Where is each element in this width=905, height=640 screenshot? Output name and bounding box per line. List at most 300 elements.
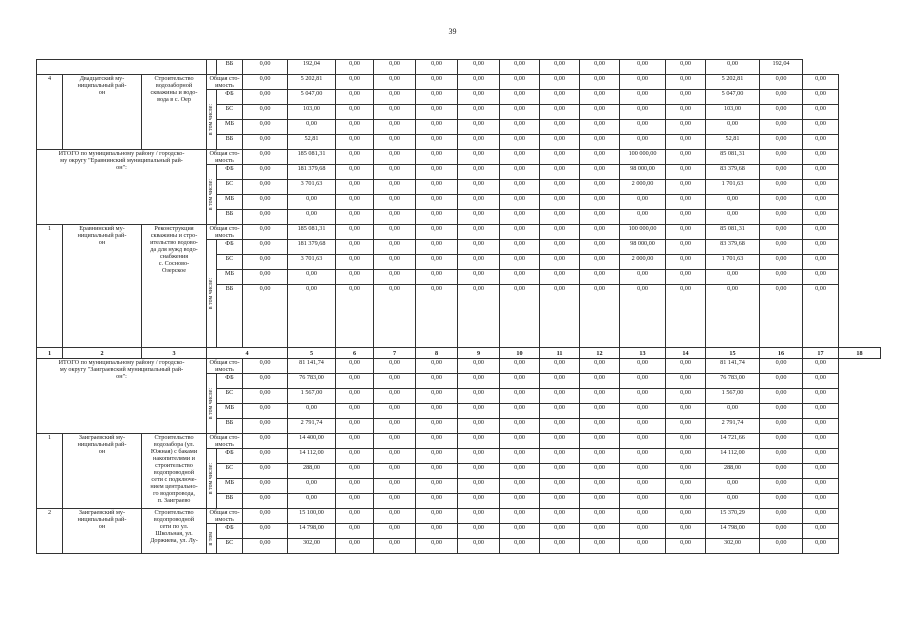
- fund-type: ФБ: [217, 90, 243, 105]
- value-cell: 0,00: [760, 449, 803, 464]
- value-cell: 0,00: [540, 434, 580, 449]
- value-cell: 0,00: [540, 255, 580, 270]
- value-cell: 0,00: [243, 389, 288, 404]
- value-cell: 0,00: [500, 165, 540, 180]
- value-cell: 0,00: [760, 524, 803, 539]
- value-cell: 0,00: [620, 464, 666, 479]
- including-label: в том числе:: [208, 103, 214, 136]
- value-cell: 0,00: [500, 225, 540, 240]
- value-cell: 0,00: [416, 105, 458, 120]
- value-cell: 81 141,74: [288, 359, 336, 374]
- fund-type: ВБ: [217, 419, 243, 434]
- value-cell: 0,00: [500, 270, 540, 285]
- value-cell: 0,00: [374, 539, 416, 554]
- value-cell: 0,00: [416, 195, 458, 210]
- value-cell: 0,00: [374, 150, 416, 165]
- value-cell: 0,00: [803, 255, 839, 270]
- value-cell: 0,00: [416, 419, 458, 434]
- value-cell: 0,00: [803, 494, 839, 509]
- value-cell: 1 567,00: [288, 389, 336, 404]
- value-cell: 0,00: [666, 195, 706, 210]
- fund-type: ВБ: [217, 60, 243, 75]
- value-cell: 0,00: [666, 90, 706, 105]
- value-cell: 0,00: [500, 359, 540, 374]
- value-cell: 98 000,00: [620, 165, 666, 180]
- value-cell: 0,00: [336, 374, 374, 389]
- value-cell: 0,00: [540, 509, 580, 524]
- value-cell: 0,00: [540, 180, 580, 195]
- including-label: в том числе:: [208, 178, 214, 211]
- value-cell: 0,00: [458, 479, 500, 494]
- value-cell: 0,00: [706, 195, 760, 210]
- value-cell: 0,00: [243, 374, 288, 389]
- value-cell: 192,04: [760, 60, 803, 75]
- value-cell: 0,00: [336, 165, 374, 180]
- value-cell: 0,00: [760, 180, 803, 195]
- value-cell: 0,00: [243, 494, 288, 509]
- value-cell: 0,00: [243, 225, 288, 240]
- value-cell: 0,00: [580, 225, 620, 240]
- value-cell: 0,00: [620, 210, 666, 225]
- value-cell: 0,00: [416, 90, 458, 105]
- value-cell: 0,00: [500, 60, 540, 75]
- value-cell: 0,00: [803, 165, 839, 180]
- value-cell: 0,00: [243, 90, 288, 105]
- value-cell: 0,00: [666, 389, 706, 404]
- value-cell: 0,00: [620, 120, 666, 135]
- column-number: 12: [580, 348, 620, 359]
- value-cell: 0,00: [803, 150, 839, 165]
- value-cell: 0,00: [243, 419, 288, 434]
- value-cell: 0,00: [500, 210, 540, 225]
- value-cell: 0,00: [666, 434, 706, 449]
- value-cell: 0,00: [336, 270, 374, 285]
- value-cell: 0,00: [803, 479, 839, 494]
- value-cell: 0,00: [580, 105, 620, 120]
- value-cell: 0,00: [620, 404, 666, 419]
- value-cell: 0,00: [666, 374, 706, 389]
- value-cell: 0,00: [666, 105, 706, 120]
- value-cell: 0,00: [760, 434, 803, 449]
- value-cell: 0,00: [620, 449, 666, 464]
- value-cell: 0,00: [243, 524, 288, 539]
- value-cell: 103,00: [706, 105, 760, 120]
- value-cell: 0,00: [803, 225, 839, 240]
- district-total-label: ИТОГО по муниципальному району / городско- му округу "Еравнинский муниципальный рай- он":: [37, 150, 207, 225]
- value-cell: 0,00: [336, 434, 374, 449]
- value-cell: 0,00: [500, 240, 540, 255]
- value-cell: 0,00: [706, 120, 760, 135]
- district-name: Двадцатский му- ниципальный рай- он: [63, 75, 142, 150]
- table-row: [37, 359, 881, 374]
- value-cell: 0,00: [374, 524, 416, 539]
- value-cell: 0,00: [803, 524, 839, 539]
- value-cell: 0,00: [580, 524, 620, 539]
- value-cell: 14 798,00: [706, 524, 760, 539]
- value-cell: 0,00: [620, 270, 666, 285]
- value-cell: 0,00: [458, 389, 500, 404]
- value-cell: 0,00: [540, 419, 580, 434]
- value-cell: 0,00: [540, 389, 580, 404]
- value-cell: 0,00: [540, 120, 580, 135]
- value-cell: 0,00: [760, 105, 803, 120]
- value-cell: 52,81: [288, 135, 336, 150]
- value-cell: 0,00: [374, 434, 416, 449]
- value-cell: 0,00: [416, 449, 458, 464]
- value-cell: 0,00: [760, 404, 803, 419]
- value-cell: 0,00: [580, 539, 620, 554]
- value-cell: 0,00: [760, 359, 803, 374]
- value-cell: 0,00: [243, 434, 288, 449]
- district-total-label: ИТОГО по муниципальному району / городско- му округу "Заиграевский муниципальный рай- он":: [37, 359, 207, 434]
- value-cell: 0,00: [374, 509, 416, 524]
- value-cell: 2 791,74: [706, 419, 760, 434]
- value-cell: 0,00: [620, 359, 666, 374]
- value-cell: 0,00: [706, 270, 760, 285]
- table-row: [37, 150, 881, 165]
- value-cell: 0,00: [666, 75, 706, 90]
- value-cell: 0,00: [458, 105, 500, 120]
- value-cell: 0,00: [416, 75, 458, 90]
- value-cell: 103,00: [288, 105, 336, 120]
- value-cell: 0,00: [458, 90, 500, 105]
- value-cell: 5 202,81: [288, 75, 336, 90]
- value-cell: 0,00: [580, 60, 620, 75]
- value-cell: 0,00: [620, 479, 666, 494]
- value-cell: 0,00: [336, 240, 374, 255]
- fund-type: МБ: [217, 479, 243, 494]
- value-cell: 0,00: [760, 479, 803, 494]
- value-cell: 0,00: [243, 75, 288, 90]
- value-cell: 0,00: [374, 180, 416, 195]
- value-cell: 0,00: [288, 120, 336, 135]
- value-cell: 0,00: [540, 165, 580, 180]
- value-cell: 0,00: [243, 165, 288, 180]
- value-cell: 0,00: [540, 135, 580, 150]
- value-cell: 0,00: [458, 210, 500, 225]
- row-number: 1: [37, 225, 63, 348]
- value-cell: 0,00: [458, 419, 500, 434]
- value-cell: 0,00: [336, 359, 374, 374]
- value-cell: 0,00: [580, 135, 620, 150]
- value-cell: 0,00: [500, 195, 540, 210]
- value-cell: 0,00: [540, 374, 580, 389]
- including-label: в том числе:: [208, 277, 214, 310]
- value-cell: 76 783,00: [706, 374, 760, 389]
- value-cell: 0,00: [760, 374, 803, 389]
- value-cell: 0,00: [580, 464, 620, 479]
- value-cell: 0,00: [243, 210, 288, 225]
- value-cell: 0,00: [243, 240, 288, 255]
- value-cell: 0,00: [500, 449, 540, 464]
- fund-type: ФБ: [217, 449, 243, 464]
- value-cell: 0,00: [580, 210, 620, 225]
- value-cell: 2 791,74: [288, 419, 336, 434]
- value-cell: 0,00: [580, 374, 620, 389]
- value-cell: 0,00: [243, 120, 288, 135]
- value-cell: 0,00: [540, 285, 580, 348]
- including-label-cell: [207, 449, 217, 509]
- value-cell: 0,00: [458, 509, 500, 524]
- column-numbers-row: [37, 348, 881, 359]
- value-cell: 0,00: [288, 270, 336, 285]
- value-cell: 0,00: [666, 419, 706, 434]
- including-label-cell: [207, 240, 217, 348]
- value-cell: 0,00: [666, 210, 706, 225]
- value-cell: 0,00: [416, 374, 458, 389]
- including-label-cell: [207, 524, 217, 554]
- value-cell: 0,00: [620, 434, 666, 449]
- value-cell: 0,00: [416, 210, 458, 225]
- value-cell: 0,00: [803, 195, 839, 210]
- value-cell: 0,00: [458, 255, 500, 270]
- fund-type: ФБ: [217, 374, 243, 389]
- value-cell: 0,00: [666, 270, 706, 285]
- value-cell: 0,00: [416, 509, 458, 524]
- value-cell: 0,00: [666, 494, 706, 509]
- value-cell: 83 379,68: [706, 240, 760, 255]
- value-cell: 0,00: [243, 180, 288, 195]
- value-cell: 15 370,29: [706, 509, 760, 524]
- page-number: 39: [448, 27, 457, 36]
- value-cell: 0,00: [540, 150, 580, 165]
- value-cell: 0,00: [666, 150, 706, 165]
- value-cell: 0,00: [416, 389, 458, 404]
- value-cell: 0,00: [580, 165, 620, 180]
- value-cell: 0,00: [288, 494, 336, 509]
- value-cell: 0,00: [760, 539, 803, 554]
- value-cell: 0,00: [540, 210, 580, 225]
- column-number: 8: [416, 348, 458, 359]
- value-cell: 0,00: [288, 195, 336, 210]
- value-cell: 0,00: [500, 479, 540, 494]
- value-cell: 0,00: [500, 374, 540, 389]
- value-cell: 0,00: [458, 150, 500, 165]
- value-cell: 0,00: [416, 225, 458, 240]
- value-cell: 0,00: [803, 389, 839, 404]
- value-cell: 0,00: [374, 105, 416, 120]
- value-cell: 0,00: [540, 75, 580, 90]
- value-cell: 0,00: [336, 494, 374, 509]
- value-cell: 0,00: [336, 225, 374, 240]
- value-cell: 0,00: [374, 225, 416, 240]
- value-cell: 0,00: [803, 75, 839, 90]
- value-cell: 76 783,00: [288, 374, 336, 389]
- value-cell: 302,00: [706, 539, 760, 554]
- value-cell: 0,00: [374, 449, 416, 464]
- value-cell: 0,00: [666, 255, 706, 270]
- value-cell: 0,00: [540, 195, 580, 210]
- value-cell: 0,00: [416, 285, 458, 348]
- value-cell: 0,00: [666, 464, 706, 479]
- value-cell: 0,00: [336, 479, 374, 494]
- value-cell: 0,00: [540, 240, 580, 255]
- value-cell: 0,00: [374, 90, 416, 105]
- value-cell: 0,00: [458, 60, 500, 75]
- value-cell: 0,00: [243, 60, 288, 75]
- fund-type: ФБ: [217, 240, 243, 255]
- value-cell: 0,00: [243, 105, 288, 120]
- value-cell: 0,00: [458, 75, 500, 90]
- column-number: 11: [540, 348, 580, 359]
- empty-cell: [37, 60, 207, 75]
- value-cell: 0,00: [458, 135, 500, 150]
- value-cell: 0,00: [500, 434, 540, 449]
- value-cell: 0,00: [336, 539, 374, 554]
- value-cell: 0,00: [374, 374, 416, 389]
- value-cell: 0,00: [580, 449, 620, 464]
- value-cell: 0,00: [336, 524, 374, 539]
- value-cell: 0,00: [458, 195, 500, 210]
- value-cell: 0,00: [803, 180, 839, 195]
- value-cell: 0,00: [336, 180, 374, 195]
- value-cell: 0,00: [374, 419, 416, 434]
- value-cell: 0,00: [243, 359, 288, 374]
- fund-type: БС: [217, 539, 243, 554]
- value-cell: 0,00: [666, 359, 706, 374]
- value-cell: 0,00: [458, 285, 500, 348]
- column-number: 10: [500, 348, 540, 359]
- including-label: в том числе:: [208, 462, 214, 495]
- value-cell: 0,00: [243, 270, 288, 285]
- value-cell: 0,00: [620, 135, 666, 150]
- value-cell: 81 141,74: [706, 359, 760, 374]
- value-cell: 0,00: [243, 285, 288, 348]
- value-cell: 0,00: [458, 374, 500, 389]
- column-number: 6: [336, 348, 374, 359]
- value-cell: 0,00: [666, 449, 706, 464]
- value-cell: 0,00: [620, 494, 666, 509]
- value-cell: 0,00: [416, 60, 458, 75]
- value-cell: 0,00: [500, 494, 540, 509]
- value-cell: 0,00: [500, 389, 540, 404]
- value-cell: 100 000,00: [620, 150, 666, 165]
- value-cell: 83 379,68: [706, 165, 760, 180]
- value-cell: 0,00: [500, 404, 540, 419]
- value-cell: 0,00: [666, 60, 706, 75]
- value-cell: 0,00: [803, 449, 839, 464]
- value-cell: 0,00: [374, 210, 416, 225]
- value-cell: 0,00: [243, 404, 288, 419]
- fund-type: БС: [217, 464, 243, 479]
- column-number: 9: [458, 348, 500, 359]
- value-cell: 185 081,31: [288, 150, 336, 165]
- value-cell: 0,00: [416, 135, 458, 150]
- value-cell: 0,00: [243, 135, 288, 150]
- value-cell: 0,00: [540, 105, 580, 120]
- value-cell: 0,00: [803, 464, 839, 479]
- value-cell: 85 081,31: [706, 150, 760, 165]
- object-name: Строительство водозабора (ул. Южная) с баками накопителями и строительство водопроводной сети с подключе- нием центрально- го водопровода, п. Заиграево: [142, 434, 207, 509]
- value-cell: 14 798,00: [288, 524, 336, 539]
- value-cell: 0,00: [580, 75, 620, 90]
- value-cell: 0,00: [760, 389, 803, 404]
- value-cell: 288,00: [288, 464, 336, 479]
- value-cell: 0,00: [760, 165, 803, 180]
- column-number: 16: [760, 348, 803, 359]
- value-cell: 0,00: [666, 180, 706, 195]
- value-cell: 0,00: [666, 509, 706, 524]
- column-number: 3: [142, 348, 207, 359]
- value-cell: 0,00: [374, 479, 416, 494]
- value-cell: 0,00: [706, 494, 760, 509]
- value-cell: 0,00: [540, 60, 580, 75]
- value-cell: 0,00: [458, 240, 500, 255]
- value-cell: 0,00: [580, 479, 620, 494]
- value-cell: 0,00: [374, 195, 416, 210]
- value-cell: 0,00: [540, 90, 580, 105]
- value-cell: 2 000,00: [620, 180, 666, 195]
- value-cell: 0,00: [336, 464, 374, 479]
- column-number: 17: [803, 348, 839, 359]
- value-cell: 0,00: [666, 539, 706, 554]
- value-cell: 0,00: [336, 150, 374, 165]
- fund-type: ВБ: [217, 135, 243, 150]
- value-cell: 3 701,63: [288, 255, 336, 270]
- value-cell: 0,00: [803, 539, 839, 554]
- value-cell: 5 202,81: [706, 75, 760, 90]
- value-cell: 0,00: [288, 210, 336, 225]
- fund-type: МБ: [217, 120, 243, 135]
- value-cell: 0,00: [416, 464, 458, 479]
- value-cell: 0,00: [500, 75, 540, 90]
- value-cell: 0,00: [706, 404, 760, 419]
- value-cell: 0,00: [336, 75, 374, 90]
- value-cell: 0,00: [336, 90, 374, 105]
- fund-type: Общая сто- имость: [207, 509, 243, 524]
- value-cell: 2 000,00: [620, 255, 666, 270]
- fund-type: ВБ: [217, 285, 243, 348]
- value-cell: 0,00: [760, 240, 803, 255]
- value-cell: 0,00: [580, 494, 620, 509]
- value-cell: 0,00: [620, 524, 666, 539]
- value-cell: 0,00: [666, 165, 706, 180]
- value-cell: 0,00: [580, 404, 620, 419]
- value-cell: 0,00: [243, 150, 288, 165]
- fund-type: Общая сто- имость: [207, 359, 243, 374]
- value-cell: 0,00: [336, 210, 374, 225]
- value-cell: 0,00: [760, 494, 803, 509]
- value-cell: 0,00: [580, 419, 620, 434]
- value-cell: 0,00: [416, 539, 458, 554]
- value-cell: 0,00: [500, 120, 540, 135]
- value-cell: 0,00: [374, 404, 416, 419]
- value-cell: 0,00: [374, 75, 416, 90]
- value-cell: 0,00: [416, 524, 458, 539]
- value-cell: 14 400,00: [288, 434, 336, 449]
- value-cell: 0,00: [540, 539, 580, 554]
- value-cell: 0,00: [620, 60, 666, 75]
- value-cell: 0,00: [500, 464, 540, 479]
- value-cell: 52,81: [706, 135, 760, 150]
- value-cell: 0,00: [760, 195, 803, 210]
- value-cell: 0,00: [803, 105, 839, 120]
- value-cell: 0,00: [620, 374, 666, 389]
- value-cell: 0,00: [500, 180, 540, 195]
- value-cell: 0,00: [416, 150, 458, 165]
- value-cell: 3 701,63: [288, 180, 336, 195]
- value-cell: 0,00: [336, 389, 374, 404]
- value-cell: 181 379,68: [288, 165, 336, 180]
- fund-type: ФБ: [217, 165, 243, 180]
- value-cell: 0,00: [803, 120, 839, 135]
- value-cell: 0,00: [666, 240, 706, 255]
- value-cell: 0,00: [500, 135, 540, 150]
- fund-type: МБ: [217, 404, 243, 419]
- row-number: 4: [37, 75, 63, 150]
- value-cell: 0,00: [374, 255, 416, 270]
- value-cell: 0,00: [803, 404, 839, 419]
